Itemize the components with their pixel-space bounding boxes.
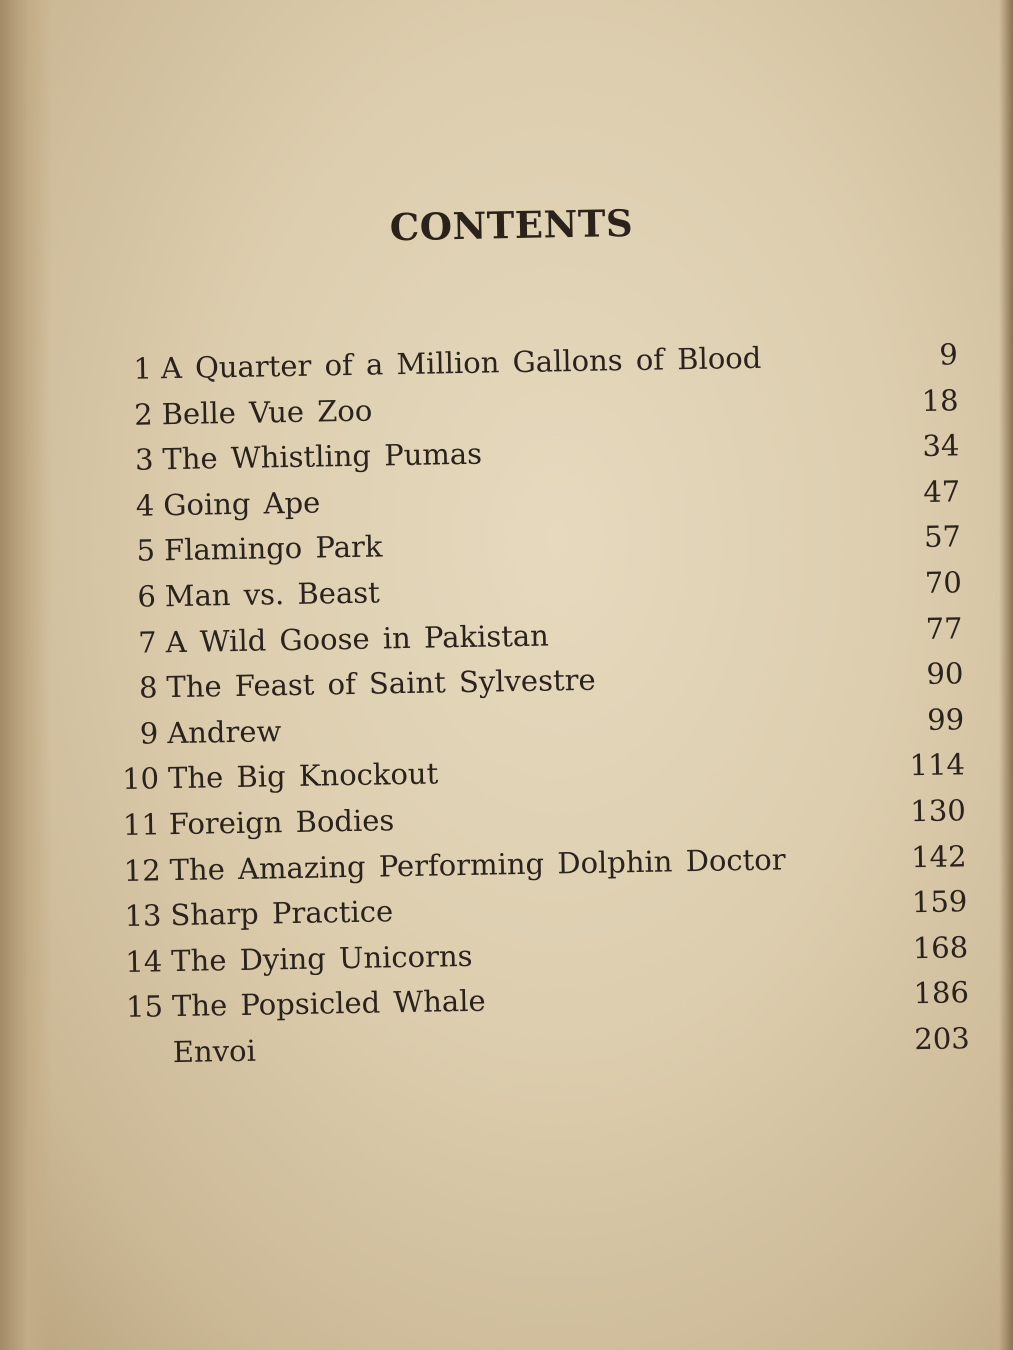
- chapter-number: 12: [123, 852, 161, 888]
- table-of-contents: [108, 332, 971, 1076]
- page-number: 203: [914, 1021, 971, 1057]
- page-number: 114: [909, 747, 966, 783]
- page-number: 47: [922, 474, 961, 509]
- page-number: 9: [939, 337, 959, 372]
- chapter-number: 9: [139, 716, 159, 751]
- chapter-title: The Amazing Performing Dolphin Doctor: [169, 841, 786, 887]
- chapter-title: The Whistling Pumas: [162, 436, 483, 477]
- chapter-number: 10: [121, 761, 160, 797]
- chapter-title: Flamingo Park: [163, 529, 383, 568]
- page-number: 34: [922, 428, 960, 464]
- chapter-title: Envoi: [172, 1033, 257, 1070]
- chapter-title: The Dying Unicorns: [170, 938, 473, 978]
- page-number: 90: [926, 656, 964, 692]
- chapter-number: 11: [122, 807, 161, 842]
- chapter-number: 6: [137, 579, 157, 614]
- page-number: 168: [912, 929, 969, 965]
- chapter-number: 8: [138, 670, 158, 705]
- page-number: 57: [923, 519, 962, 555]
- chapter-title: The Big Knockout: [167, 756, 439, 796]
- chapter-title: The Feast of Saint Sylvestre: [166, 662, 596, 705]
- page-number: 142: [910, 838, 967, 874]
- chapter-number: 14: [125, 944, 163, 979]
- chapter-number: 2: [133, 396, 153, 432]
- chapter-title: Sharp Practice: [170, 894, 394, 933]
- chapter-number: 4: [135, 488, 155, 523]
- chapter-title: A Wild Goose in Pakistan: [165, 618, 550, 659]
- chapter-number: 7: [137, 624, 157, 660]
- chapter-number: 3: [134, 442, 154, 477]
- page-number: 186: [913, 975, 970, 1011]
- page-number: 18: [921, 382, 959, 418]
- chapter-title: The Popsicled Whale: [171, 983, 486, 1024]
- chapter-title: Foreign Bodies: [168, 803, 395, 842]
- chapter-number: 1: [133, 351, 153, 386]
- page-title: CONTENTS: [389, 200, 634, 249]
- chapter-number: 5: [136, 533, 156, 569]
- chapter-number: 13: [124, 898, 162, 934]
- chapter-title: Man vs. Beast: [164, 575, 381, 614]
- chapter-number: 15: [125, 989, 164, 1025]
- page-number: 77: [925, 610, 963, 646]
- chapter-title: Going Ape: [162, 485, 321, 522]
- page-number: 159: [911, 884, 968, 920]
- chapter-title: Andrew: [166, 713, 282, 750]
- chapter-title: A Quarter of a Million Gallons of Blood: [160, 340, 762, 386]
- chapter-title: Belle Vue Zoo: [161, 393, 373, 431]
- page-number: 130: [910, 793, 967, 829]
- chapter-number: [120, 1062, 164, 1063]
- page-number: 70: [924, 565, 963, 600]
- page-number: 99: [926, 702, 965, 737]
